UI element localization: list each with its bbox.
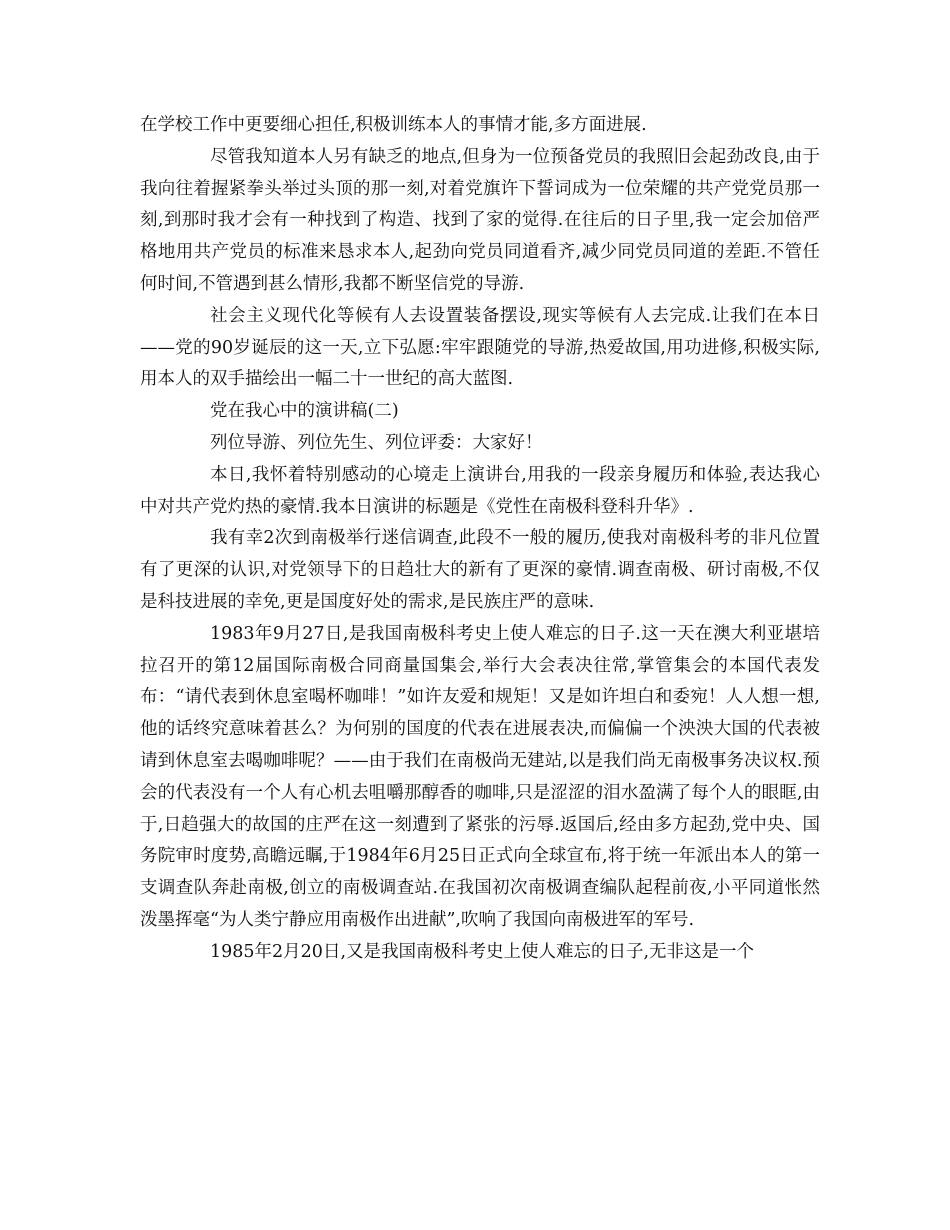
paragraph: 本日,我怀着特别感动的心境走上演讲台,用我的一段亲身履历和体验,表达我心中对共产党灼热的豪情.我本日演讲的标题是《党性在南极科登科升华》. bbox=[140, 464, 820, 517]
paragraph: 1983年9月27日,是我国南极科考史上使人难忘的日子.这一天在澳大利亚堪培拉召开的第12届国际南极合同商量国集会,举行大会表决往常,掌管集会的本国代表发布：“请代表到休息室喝杯咖啡！”如许友爱和规矩！又是如许坦白和委宛！人人想一想,他的话终究意味着甚么？为何别的国度的代表在进展表决,而偏偏一个泱泱大国的代表被请到休息室去喝咖啡呢？——由于我们在南极尚无建站,以是我们尚无南极事务决议权.预会的代表没有一个人有心机去咀嚼那醇香的咖啡,只是涩涩的泪水盈满了每个人的眼眶,由于,日趋强大的故国的庄严在这一刻遭到了紧张的污辱.返国后,经由多方起劲,党中央、国务院审时度势,高瞻远瞩,于1984年6月25日正式向全球宣布,将于统一年派出本人的第一支调查队奔赴南极,创立的南极调查站.在我国初次南极调查编队起程前夜,小平同道怅然泼墨挥毫“为人类宁静应用南极作出进献”,吹响了我国向南极进军的军号. bbox=[140, 623, 820, 930]
document-body bbox=[140, 110, 820, 969]
section-title: 党在我心中的演讲稿(二) bbox=[210, 401, 399, 422]
paragraph: 我有幸2次到南极举行迷信调查,此段不一般的履历,使我对南极科考的非凡位置有了更深的认识,对党领导下的日趋壮大的新有了更深的豪情.调查南极、研讨南极,不仅是科技进展的幸免,更是国度好处的需求,是民族庄严的意味. bbox=[140, 528, 820, 612]
paragraph: 尽管我知道本人另有缺乏的地点,但身为一位预备党员的我照旧会起劲改良,由于我向往着握紧拳头举过头顶的那一刻,对着党旗许下誓词成为一位荣耀的共产党党员那一刻,到那时我才会有一种找到了构造、找到了家的觉得.在往后的日子里,我一定会加倍严格地用共产党员的标准来恳求本人,起劲向党员同道看齐,减少同党员同道的差距.不管任何时间,不管遇到甚么情形,我都不断坚信党的导游. bbox=[140, 146, 820, 294]
paragraph-continuation: 在学校工作中更要细心担任,积极训练本人的事情才能,多方面进展. bbox=[140, 115, 647, 135]
paragraph: 1985年2月20日,又是我国南极科考史上使人难忘的日子,无非这是一个 bbox=[210, 941, 755, 962]
salutation: 列位导游、列位先生、列位评委：大家好！ bbox=[210, 432, 543, 453]
paragraph: 社会主义现代化等候有人去设置装备摆设,现实等候有人去完成.让我们在本日——党的90岁诞辰的这一天,立下弘愿:牢牢跟随党的导游,热爱故国,用功进修,积极实际,用本人的双手描绘出一幅二十一世纪的高大蓝图. bbox=[140, 305, 820, 390]
